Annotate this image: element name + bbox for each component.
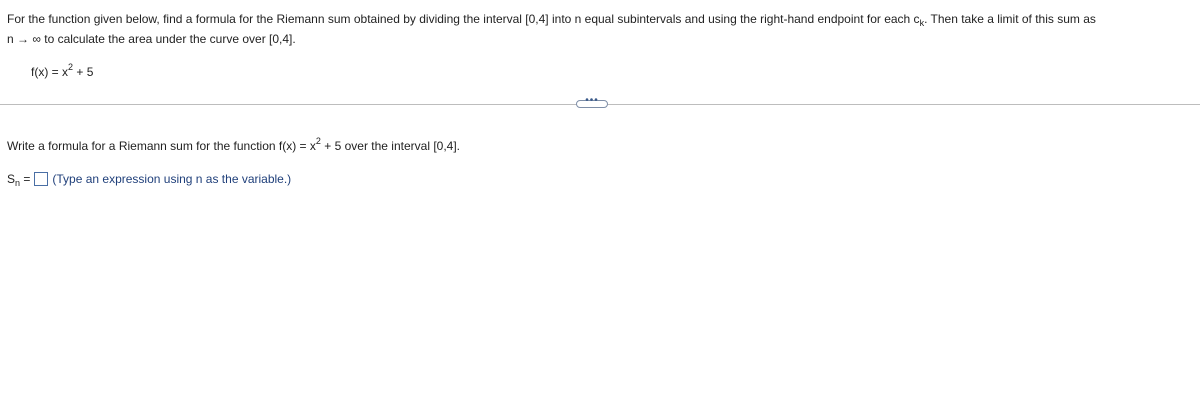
function-base: f(x) = x (31, 65, 69, 79)
sn-label-equals: = (20, 172, 31, 186)
sn-label-base: S (7, 172, 16, 186)
function-tail: + 5 (73, 65, 94, 79)
ellipsis-icon: ••• (585, 95, 599, 106)
problem-text-part2: . Then take a limit of this sum as (924, 12, 1096, 26)
answer-hint: (Type an expression using n as the variable.) (52, 172, 292, 186)
sn-label (7, 172, 30, 186)
question-text-after: + 5 over the interval [0,4]. (320, 139, 460, 153)
ck-subscript: k (919, 18, 925, 28)
answer-row (7, 169, 291, 189)
sn-label-subscript: n (15, 178, 21, 188)
expand-button[interactable] (576, 95, 608, 108)
question-text-before: Write a formula for a Riemann sum for the function f(x) = x (7, 139, 316, 153)
problem-text-line2: n → ∞ to calculate the area under the curve over [0,4]. (7, 32, 296, 46)
answer-input-box[interactable] (34, 172, 48, 186)
question-exponent: 2 (315, 136, 321, 146)
function-exponent: 2 (68, 62, 74, 72)
problem-text-part1: For the function given below, find a formula for the Riemann sum obtained by dividing the interval [0,4] into n equal subintervals and using the right-hand endpoint for each c (7, 12, 920, 26)
function-definition (31, 62, 93, 82)
problem-statement (7, 9, 1187, 49)
question-text (7, 136, 460, 156)
